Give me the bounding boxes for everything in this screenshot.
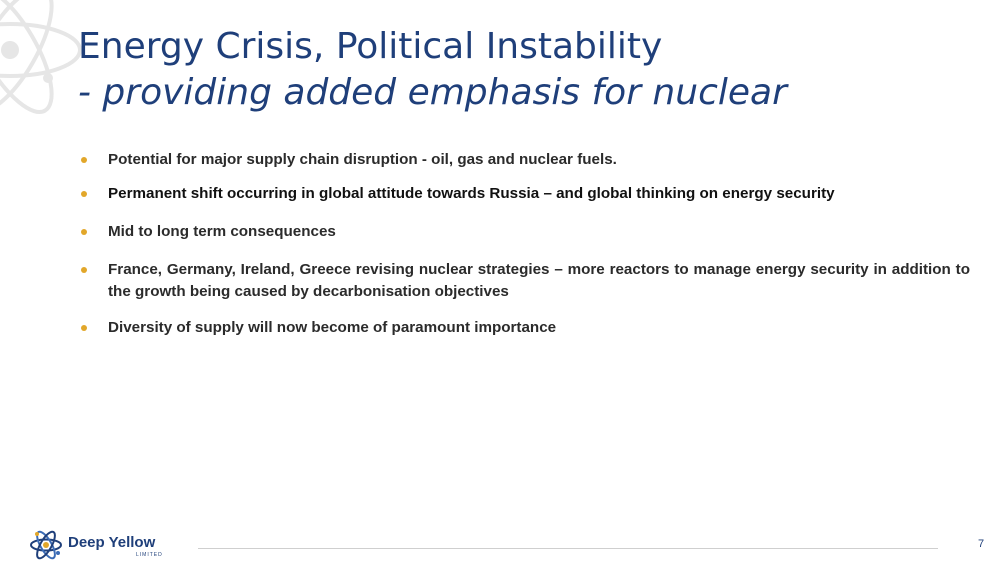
bullet-dot-icon [81,229,87,235]
logo-name: Deep Yellow [68,534,156,551]
bullet-text: Permanent shift occurring in global attitude towards Russia – and global thinking on energy security [108,185,835,202]
bullet-dot-icon [81,157,87,163]
bullet-text: Diversity of supply will now become of paramount importance [108,319,557,336]
logo-subtitle: LIMITED [136,552,163,558]
bullet-item [78,221,970,243]
bullet-text: Mid to long term consequences [108,223,336,240]
atom-logo-icon [28,528,64,562]
bullet-text: France, Germany, Ireland, Greece revising nuclear strategies – more reactors to manage energy security in addition to the growth being caused by decarbonisation objectives [108,261,970,300]
bullet-text: Potential for major supply chain disruption - oil, gas and nuclear fuels. [108,151,617,168]
bullet-item [78,259,970,303]
bullet-dot-icon [81,191,87,197]
bullet-list [78,149,970,339]
bullet-dot-icon [81,325,87,331]
title-main: Energy Crisis, Political Instability [78,26,663,67]
bullet-item [78,183,970,205]
company-logo [28,528,178,562]
footer-divider [198,548,938,549]
bullet-item [78,317,970,339]
atom-watermark-icon [0,0,90,130]
bullet-dot-icon [81,267,87,273]
title-subtitle: - providing added emphasis for nuclear [78,72,787,114]
bullet-item [78,149,970,171]
slide-title [78,26,787,115]
page-number: 7 [978,538,985,550]
